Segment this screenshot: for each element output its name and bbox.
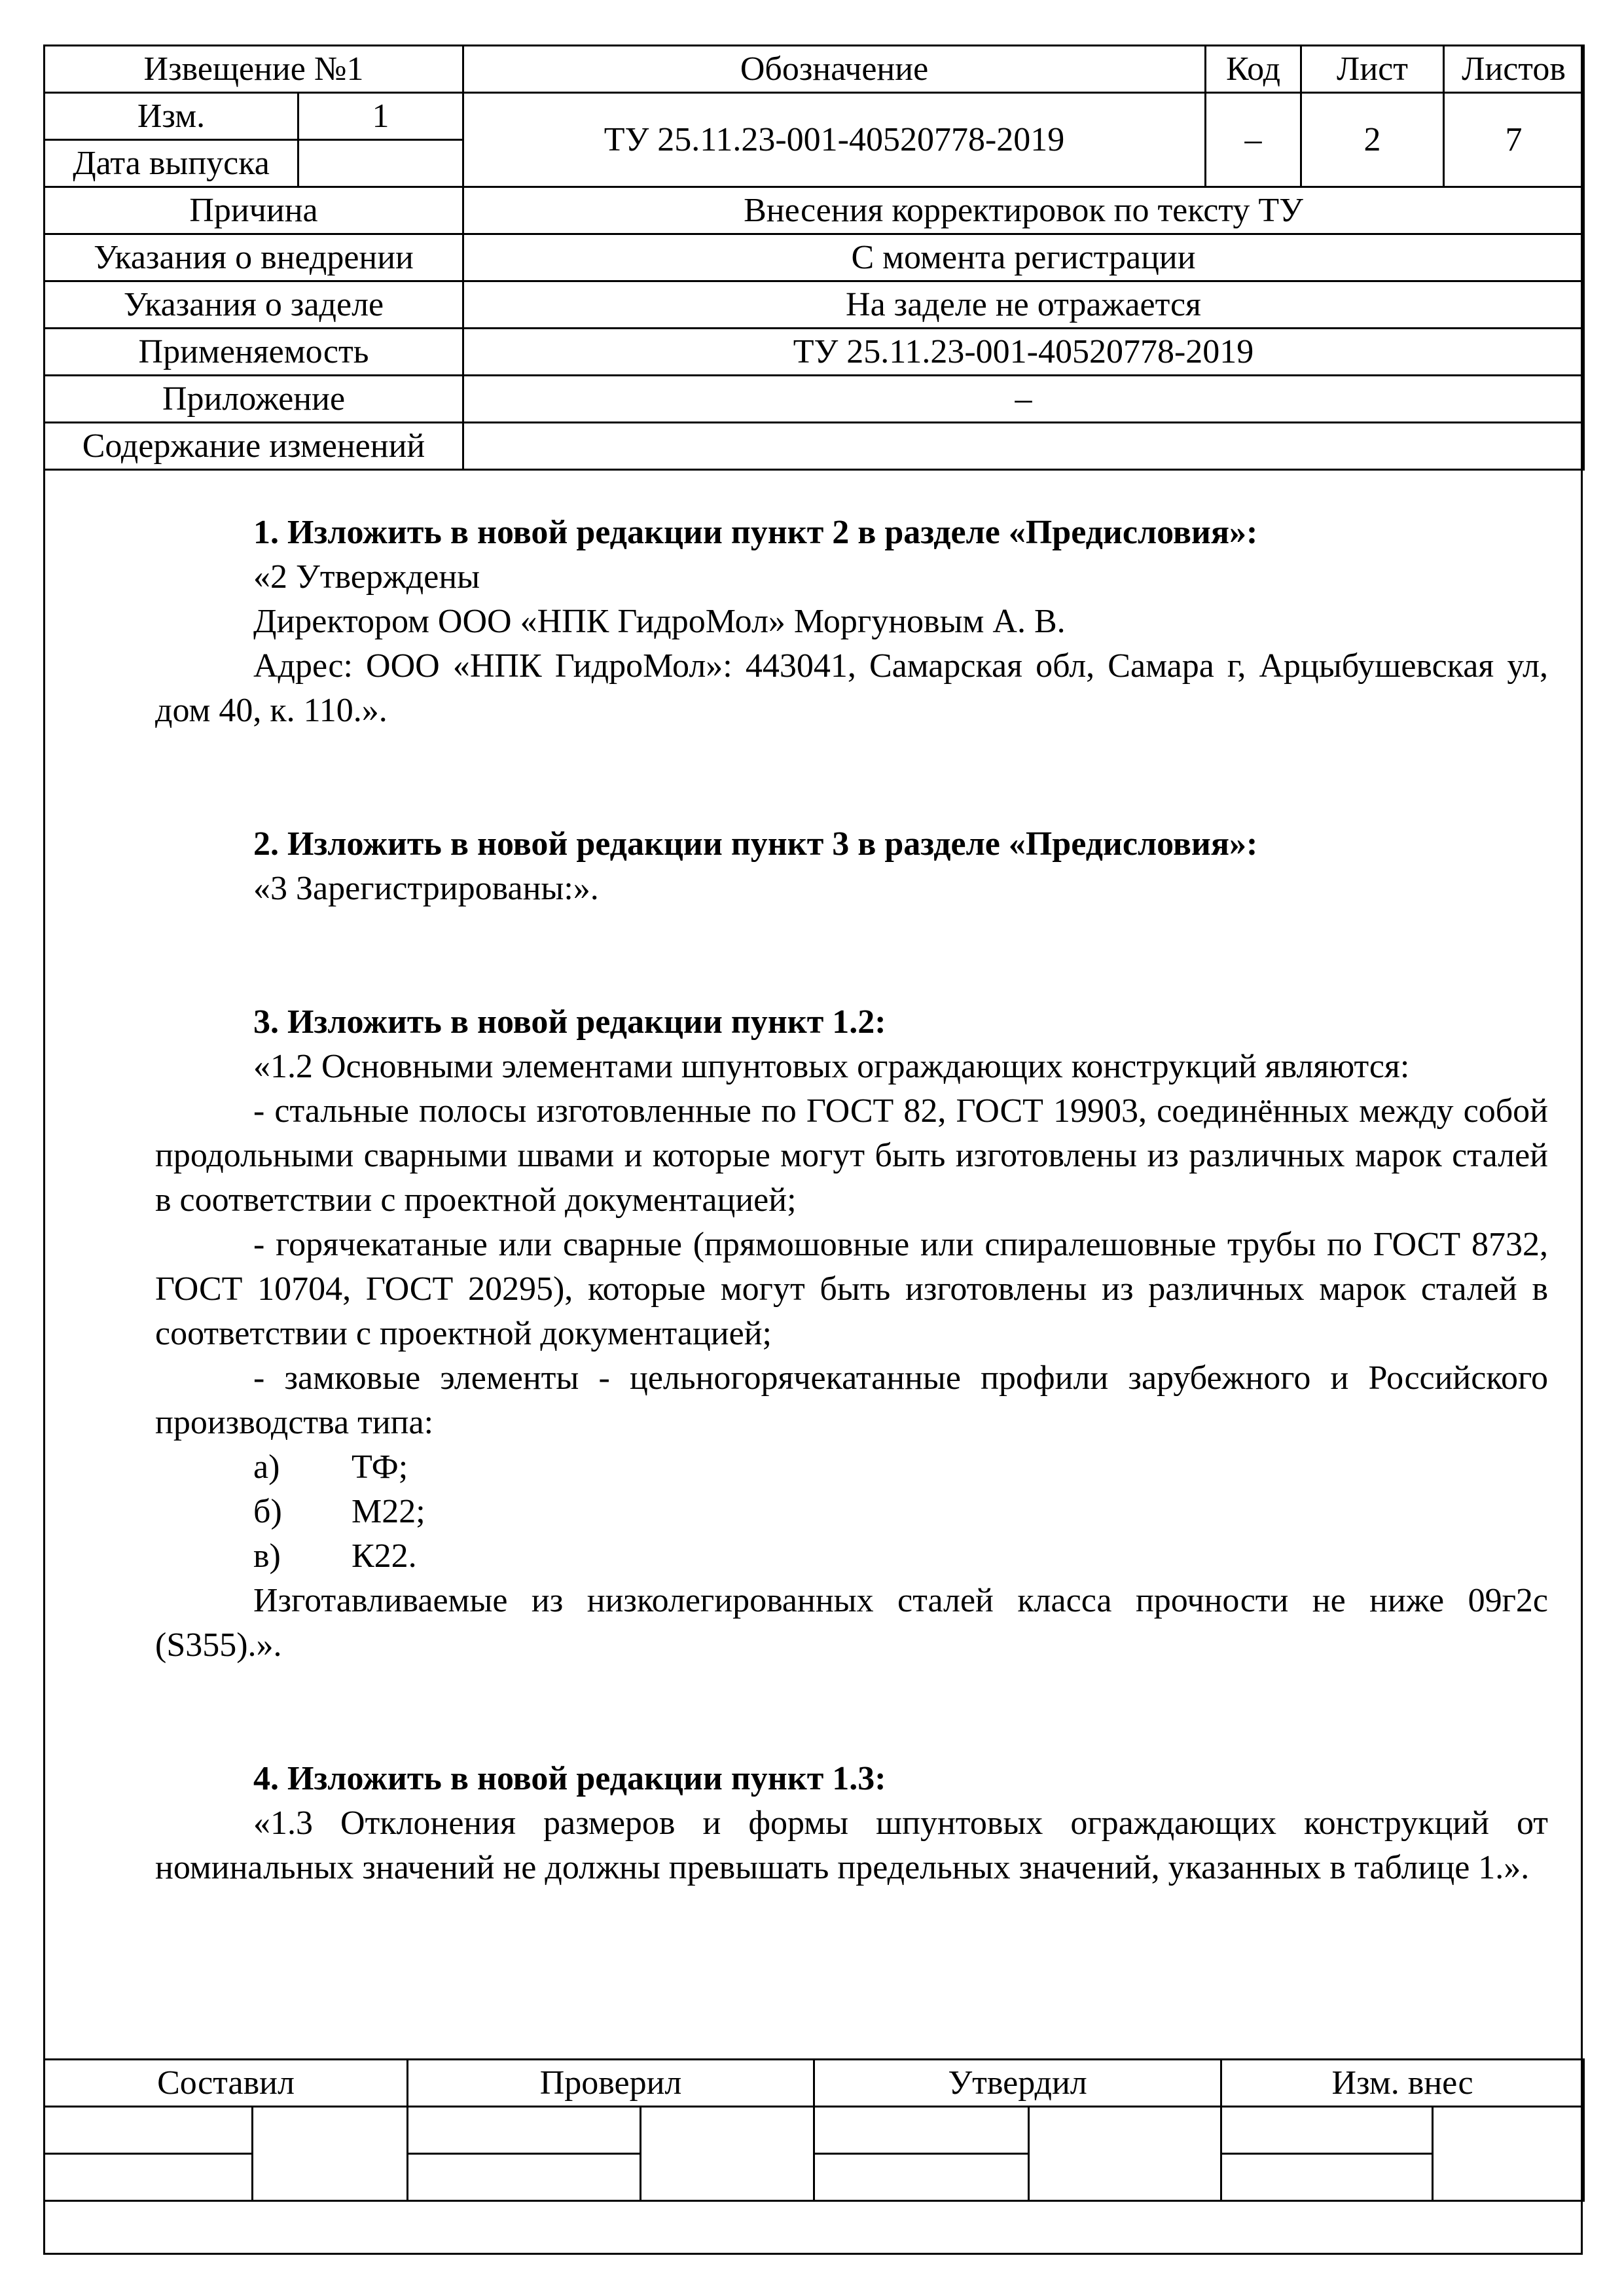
change-4-title: 4. Изложить в новой редакции пункт 1.3: <box>253 1760 886 1797</box>
code-label: Код <box>1206 46 1301 93</box>
approved-date-cell <box>814 2154 1029 2201</box>
change-item-4 <box>155 1757 1548 1890</box>
change-3-paragraph-2: - стальные полосы изготовленные по ГОСТ 82, ГОСТ 19903, соединённых между собой продольными сварными швами и которые могут быть изготовлены из различных марок сталей в соответствии с проектной документацией; <box>155 1092 1548 1219</box>
approved-signature-cell <box>1029 2107 1221 2201</box>
issue-date-value <box>298 140 463 187</box>
signature-table <box>43 2058 1585 2202</box>
applicability-label: Применяемость <box>45 329 463 376</box>
code-value: – <box>1206 93 1301 187</box>
checked-signature-cell <box>641 2107 814 2201</box>
implementation-value: С момента регистрации <box>463 234 1584 281</box>
introduced-date-cell <box>1221 2154 1433 2201</box>
list-item <box>155 1490 1548 1534</box>
checked-date-cell <box>408 2154 641 2201</box>
list-item <box>155 1445 1548 1490</box>
change-label: Изм. <box>45 93 298 140</box>
list-text: К22. <box>352 1537 417 1575</box>
backlog-label: Указания о заделе <box>45 281 463 329</box>
reason-value: Внесения корректировок по тексту ТУ <box>463 187 1584 234</box>
changes-content-label: Содержание изменений <box>45 423 463 470</box>
list-item <box>155 1534 1548 1579</box>
change-2-line-1: «3 Зарегистрированы:». <box>253 870 599 907</box>
checked-name-cell <box>408 2107 641 2154</box>
change-3-title: 3. Изложить в новой редакции пункт 1.2: <box>253 1003 886 1041</box>
appendix-label: Приложение <box>45 376 463 423</box>
list-text: М22; <box>352 1493 425 1530</box>
compiled-label: Составил <box>45 2060 408 2107</box>
list-marker: в) <box>253 1537 281 1575</box>
change-1-line-1: «2 Утверждены <box>253 558 480 596</box>
compiled-name-cell <box>45 2107 253 2154</box>
checked-label: Проверил <box>408 2060 814 2107</box>
change-2-title: 2. Изложить в новой редакции пункт 3 в разделе «Предисловия»: <box>253 825 1258 863</box>
notice-header-table <box>43 45 1585 471</box>
change-value: 1 <box>298 93 463 140</box>
introduced-signature-cell <box>1433 2107 1584 2201</box>
sheets-value: 7 <box>1444 93 1584 187</box>
approved-name-cell <box>814 2107 1029 2154</box>
backlog-value: На заделе не отражается <box>463 281 1584 329</box>
sheet-value: 2 <box>1301 93 1444 187</box>
notice-label: Извещение №1 <box>45 46 463 93</box>
list-text: ТФ; <box>352 1448 408 1486</box>
change-3-paragraph-4: - замковые элементы - цельногорячекатанные профили зарубежного и Российского производства типа: <box>155 1359 1548 1441</box>
compiled-signature-cell <box>253 2107 408 2201</box>
appendix-value: – <box>463 376 1584 423</box>
change-item-3 <box>155 1000 1548 1668</box>
list-marker: а) <box>253 1448 280 1486</box>
reason-label: Причина <box>45 187 463 234</box>
applicability-value: ТУ 25.11.23-001-40520778-2019 <box>463 329 1584 376</box>
change-3-paragraph-3: - горячекатаные или сварные (прямошовные или спиралешовные трубы по ГОСТ 8732, ГОСТ 10704, ГОСТ 20295), которые могут быть изготовлены из различных марок сталей в соответствии с проектной документацией; <box>155 1226 1548 1352</box>
introduced-name-cell <box>1221 2107 1433 2154</box>
sheet-label: Лист <box>1301 46 1444 93</box>
change-1-line-2: Директором ООО «НПК ГидроМол» Моргуновым А. В. <box>253 603 1066 640</box>
changes-content <box>155 511 1548 1890</box>
introduced-label: Изм. внес <box>1221 2060 1584 2107</box>
change-3-paragraph-5: Изготавливаемые из низколегированных сталей класса прочности не ниже 09г2с (S355).». <box>155 1582 1548 1664</box>
implementation-label: Указания о внедрении <box>45 234 463 281</box>
designation-label: Обозначение <box>463 46 1206 93</box>
issue-date-label: Дата выпуска <box>45 140 298 187</box>
compiled-date-cell <box>45 2154 253 2201</box>
designation-value: ТУ 25.11.23-001-40520778-2019 <box>463 93 1206 187</box>
approved-label: Утвердил <box>814 2060 1221 2107</box>
changes-content-value <box>463 423 1584 470</box>
change-3-paragraph-1: «1.2 Основными элементами шпунтовых ограждающих конструкций являются: <box>253 1048 1410 1085</box>
change-1-line-3: Адрес: ООО «НПК ГидроМол»: 443041, Самарская обл, Самара г, Арцыбушевская ул, дом 40, к. 110.». <box>155 647 1548 729</box>
change-item-2 <box>155 822 1548 911</box>
change-4-paragraph-1: «1.3 Отклонения размеров и формы шпунтовых ограждающих конструкций от номинальных значений не должны превышать предельных значений, указанных в таблице 1.». <box>155 1804 1548 1886</box>
sheets-label: Листов <box>1444 46 1584 93</box>
change-item-1 <box>155 511 1548 733</box>
change-1-title: 1. Изложить в новой редакции пункт 2 в разделе «Предисловия»: <box>253 514 1258 551</box>
list-marker: б) <box>253 1493 282 1530</box>
